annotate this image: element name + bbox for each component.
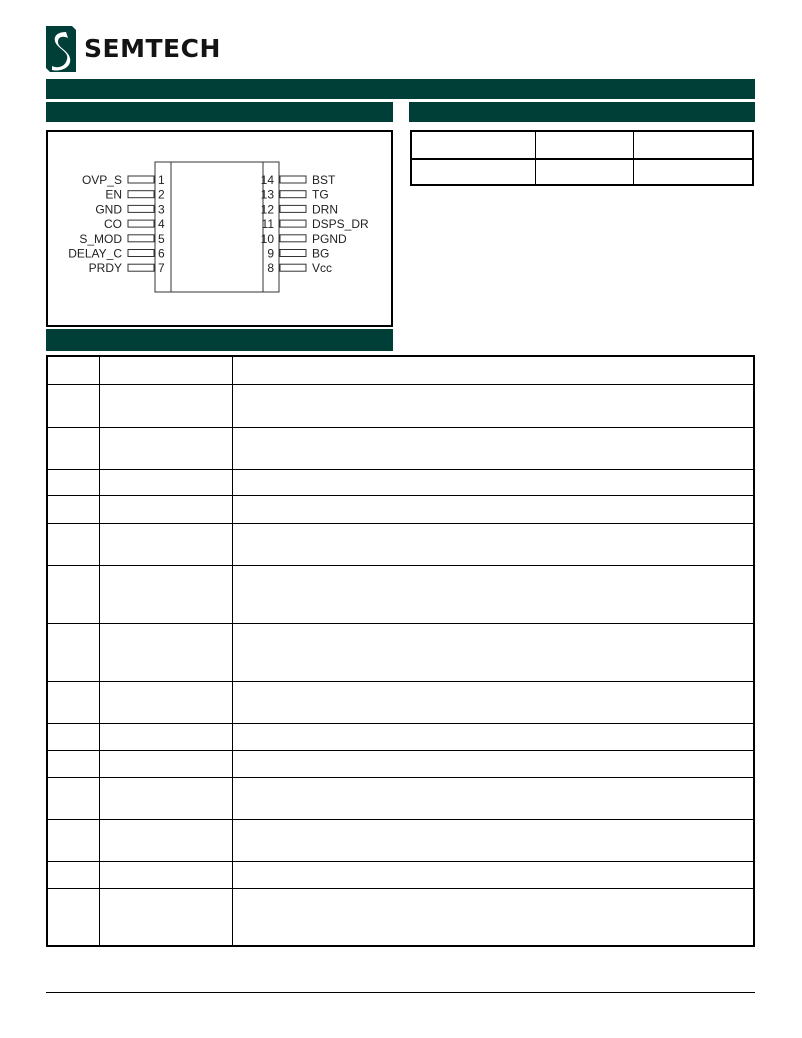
table-row-border — [48, 723, 753, 724]
pin-stub-right — [280, 176, 306, 183]
pin-name-left: GND — [95, 202, 122, 217]
pinout-diagram — [46, 130, 393, 327]
pin-number-left: 1 — [158, 173, 165, 187]
pin-name-right: Vcc — [312, 261, 333, 276]
pin-name-left: DELAY_C — [68, 246, 122, 261]
ordering-table-divider — [535, 132, 536, 184]
semtech-logo — [46, 24, 286, 76]
pin-name-left: S_MOD — [79, 231, 122, 246]
table-row-border — [48, 384, 753, 385]
pin-number-right: 11 — [261, 217, 274, 232]
ordering-information-header — [409, 102, 755, 122]
title-bar — [46, 79, 755, 99]
pin-table-divider — [99, 357, 100, 945]
pin-stub-right — [280, 205, 306, 212]
pin-stub-left — [128, 191, 154, 198]
pin-number-right: 9 — [267, 246, 274, 261]
pin-number-left: 7 — [158, 261, 165, 276]
footer-rule — [46, 992, 755, 993]
table-row-border — [48, 469, 753, 470]
pin-number-left: 3 — [158, 202, 165, 217]
table-row-border — [48, 819, 753, 820]
pin-table-divider — [232, 357, 233, 945]
pinout-svg — [48, 132, 391, 325]
pin-name-right: PGND — [312, 231, 347, 246]
pin-name-left: EN — [105, 187, 122, 202]
ordering-table — [410, 130, 754, 186]
pin-stub-right — [280, 235, 306, 242]
pin-description-table — [46, 355, 755, 947]
table-row-border — [48, 681, 753, 682]
pin-configuration-header — [46, 102, 393, 122]
pin-number-left: 4 — [158, 217, 165, 232]
pin-stub-right — [280, 191, 306, 198]
brand-name: SEMTECH — [84, 34, 221, 63]
pin-number-right: 14 — [260, 173, 274, 187]
table-row-border — [48, 495, 753, 496]
ordering-table-divider — [633, 132, 634, 184]
pin-name-right: BST — [312, 173, 336, 187]
pin-name-left: PRDY — [88, 261, 122, 276]
pin-name-left: OVP_S — [81, 173, 122, 187]
table-row-border — [48, 427, 753, 428]
table-row-border — [48, 861, 753, 862]
pin-description-header — [46, 329, 393, 351]
pin-stub-left — [128, 264, 154, 271]
table-row-border — [48, 523, 753, 524]
pin-stub-right — [280, 220, 306, 227]
table-row-border — [48, 777, 753, 778]
pin-name-right: DSPS_DR — [312, 217, 369, 232]
pin-number-right: 12 — [260, 202, 274, 217]
ordering-table-header-row — [412, 132, 752, 160]
pin-stub-left — [128, 176, 154, 183]
pin-stub-left — [128, 250, 154, 257]
pin-number-right: 8 — [267, 261, 274, 276]
pin-stub-right — [280, 264, 306, 271]
pin-name-right: BG — [312, 246, 330, 261]
pin-number-right: 13 — [260, 187, 274, 202]
pin-stub-left — [128, 235, 154, 242]
ordering-table-row — [412, 160, 752, 184]
table-row-border — [48, 623, 753, 624]
pin-stub-left — [128, 220, 154, 227]
pin-stub-right — [280, 250, 306, 257]
semtech-logo-icon — [46, 24, 78, 74]
table-row-border — [48, 888, 753, 889]
pin-number-left: 5 — [158, 231, 165, 246]
table-row-border — [48, 565, 753, 566]
pin-name-left: CO — [104, 217, 122, 232]
table-row-border — [48, 750, 753, 751]
pin-number-left: 6 — [158, 246, 165, 261]
pin-name-right: DRN — [312, 202, 338, 217]
pin-number-left: 2 — [158, 187, 165, 202]
pin-stub-left — [128, 205, 154, 212]
pin-name-right: TG — [312, 187, 329, 202]
pin-number-right: 10 — [260, 231, 274, 246]
